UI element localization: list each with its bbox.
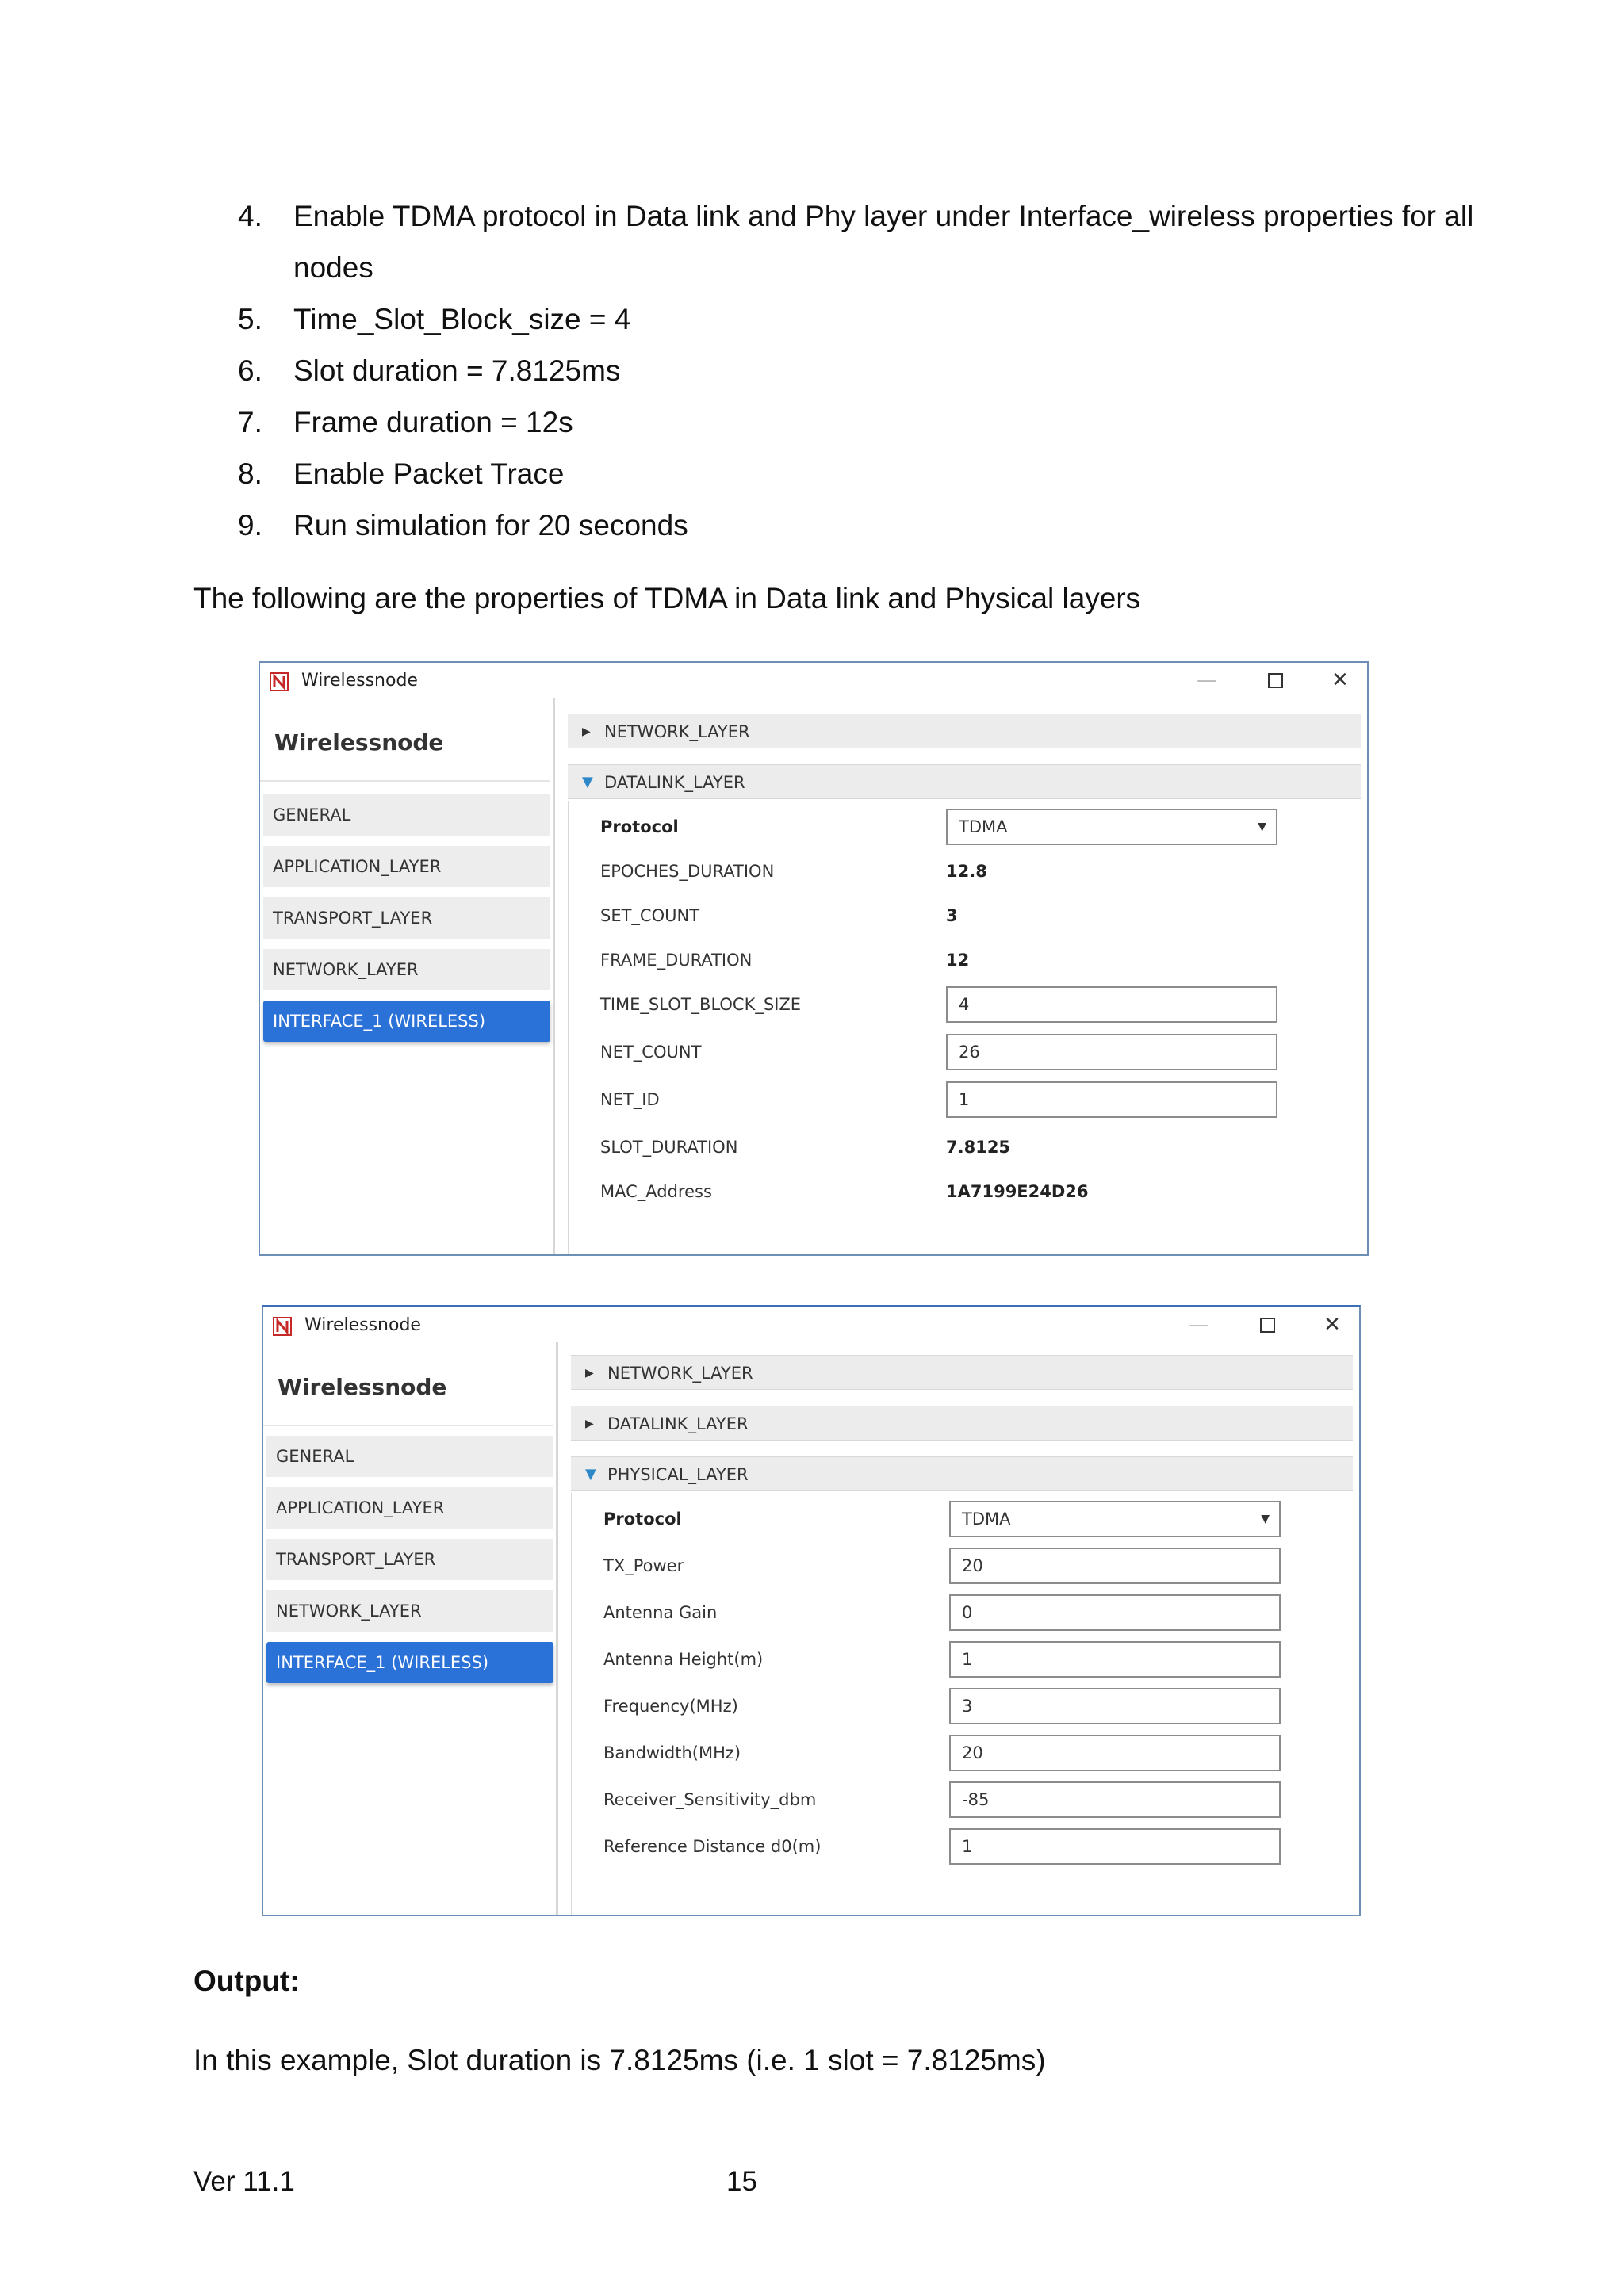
step-item xyxy=(238,448,1475,499)
caret-right-icon: ▶ xyxy=(585,1367,594,1380)
prop-row xyxy=(572,1499,1353,1539)
nav-item-network-layer[interactable]: NETWORK_LAYER xyxy=(263,949,550,990)
minimize-icon[interactable]: — xyxy=(1197,668,1217,692)
step-number: 7. xyxy=(238,406,262,438)
section-label: PHYSICAL_LAYER xyxy=(607,1465,749,1484)
protocol-select[interactable] xyxy=(949,1501,1281,1537)
prop-row xyxy=(569,1080,1361,1119)
prop-label: NET_ID xyxy=(600,1090,660,1109)
prop-row xyxy=(569,1032,1361,1072)
caret-down-icon: ▼ xyxy=(582,774,593,790)
step-number: 9. xyxy=(238,509,262,541)
prop-label: SLOT_DURATION xyxy=(600,1138,738,1157)
prop-row xyxy=(569,1172,1361,1211)
prop-value: 7.8125 xyxy=(946,1138,1011,1157)
step-text: Enable TDMA protocol in Data link and Phy layer under Interface_wireless properties for all nodes xyxy=(293,200,1474,284)
prop-label: NET_COUNT xyxy=(600,1043,702,1062)
step-item xyxy=(238,190,1475,293)
nav-item-interface-wireless[interactable]: INTERFACE_1 (WIRELESS) xyxy=(266,1642,553,1683)
output-heading: Output: xyxy=(193,1965,300,1997)
prop-row xyxy=(569,807,1361,847)
step-text: Time_Slot_Block_size = 4 xyxy=(293,303,631,335)
dropdown-arrow-icon: ▼ xyxy=(1261,1513,1270,1525)
section-physical-layer[interactable] xyxy=(571,1456,1353,1491)
maximize-icon[interactable] xyxy=(1259,666,1291,695)
output-text: In this example, Slot duration is 7.8125ms (i.e. 1 slot = 7.8125ms) xyxy=(193,2044,1046,2076)
close-icon[interactable]: ✕ xyxy=(1323,1313,1341,1337)
window-title: Wirelessnode xyxy=(301,671,418,691)
netsim-logo-icon xyxy=(273,1317,292,1336)
node-name: Wirelessnode xyxy=(274,729,444,756)
protocol-select[interactable] xyxy=(946,809,1277,845)
step-item xyxy=(238,396,1475,448)
prop-label: TX_Power xyxy=(603,1556,684,1575)
select-value: TDMA xyxy=(962,1510,1011,1529)
step-text: Frame duration = 12s xyxy=(293,406,573,438)
caret-right-icon: ▶ xyxy=(582,725,591,738)
minimize-icon[interactable]: — xyxy=(1189,1313,1209,1337)
section-label: DATALINK_LAYER xyxy=(604,773,745,792)
select-value: TDMA xyxy=(959,817,1008,836)
section-label: NETWORK_LAYER xyxy=(604,722,750,741)
properties-window-datalink xyxy=(259,661,1369,1256)
prop-value: 12 xyxy=(946,951,970,970)
divider xyxy=(263,1425,553,1426)
section-label: NETWORK_LAYER xyxy=(607,1364,753,1383)
reference-distance-input[interactable]: 1 xyxy=(949,1828,1281,1865)
step-number: 4. xyxy=(238,200,262,232)
prop-row xyxy=(572,1686,1353,1726)
prop-row xyxy=(572,1780,1353,1820)
prop-row xyxy=(572,1546,1353,1586)
caret-down-icon: ▼ xyxy=(585,1466,596,1483)
right-panel xyxy=(561,698,1367,1254)
nav-item-general[interactable]: GENERAL xyxy=(266,1436,553,1477)
prop-label: Protocol xyxy=(603,1510,682,1529)
prop-label: Antenna Gain xyxy=(603,1603,718,1622)
properties-window-physical xyxy=(262,1305,1361,1916)
step-number: 8. xyxy=(238,457,262,490)
nav-item-transport-layer[interactable]: TRANSPORT_LAYER xyxy=(266,1539,553,1580)
prop-label: EPOCHES_DURATION xyxy=(600,862,775,881)
section-network-layer[interactable] xyxy=(568,714,1361,748)
prop-row xyxy=(569,896,1361,936)
step-item xyxy=(238,293,1475,345)
nav-item-interface-wireless[interactable]: INTERFACE_1 (WIRELESS) xyxy=(263,1001,550,1042)
prop-label: Protocol xyxy=(600,817,679,836)
nav-item-application-layer[interactable]: APPLICATION_LAYER xyxy=(263,846,550,887)
net-id-input[interactable]: 1 xyxy=(946,1081,1277,1118)
bandwidth-input[interactable]: 20 xyxy=(949,1735,1281,1771)
step-number: 5. xyxy=(238,303,262,335)
physical-properties xyxy=(571,1493,1353,1915)
prop-row xyxy=(572,1640,1353,1679)
nav-item-transport-layer[interactable]: TRANSPORT_LAYER xyxy=(263,897,550,939)
step-item xyxy=(238,499,1475,551)
prop-row xyxy=(569,940,1361,980)
maximize-icon[interactable] xyxy=(1251,1311,1283,1339)
prop-label: MAC_Address xyxy=(600,1182,712,1201)
net-count-input[interactable]: 26 xyxy=(946,1034,1277,1070)
section-datalink-layer[interactable] xyxy=(568,764,1361,799)
left-panel xyxy=(263,1342,558,1915)
intro-text: The following are the properties of TDMA in Data link and Physical layers xyxy=(193,582,1141,614)
prop-row xyxy=(569,985,1361,1024)
node-name: Wirelessnode xyxy=(278,1374,447,1400)
step-item xyxy=(238,345,1475,396)
prop-label: Receiver_Sensitivity_dbm xyxy=(603,1790,817,1809)
step-text: Slot duration = 7.8125ms xyxy=(293,354,621,387)
divider xyxy=(260,780,550,782)
right-panel xyxy=(565,1342,1359,1915)
nav-item-network-layer[interactable]: NETWORK_LAYER xyxy=(266,1590,553,1632)
antenna-gain-input[interactable]: 0 xyxy=(949,1594,1281,1631)
section-network-layer[interactable] xyxy=(571,1355,1353,1390)
netsim-logo-icon xyxy=(270,672,289,691)
prop-label: TIME_SLOT_BLOCK_SIZE xyxy=(600,995,802,1014)
title-bar xyxy=(263,1307,1359,1342)
antenna-height-input[interactable]: 1 xyxy=(949,1641,1281,1678)
prop-value: 1A7199E24D26 xyxy=(946,1182,1089,1201)
receiver-sensitivity-input[interactable]: -85 xyxy=(949,1781,1281,1818)
prop-label: FRAME_DURATION xyxy=(600,951,753,970)
prop-row xyxy=(572,1733,1353,1773)
prop-value: 12.8 xyxy=(946,862,987,881)
dropdown-arrow-icon: ▼ xyxy=(1258,821,1266,833)
prop-row xyxy=(569,851,1361,891)
section-datalink-layer[interactable] xyxy=(571,1406,1353,1441)
footer-version: Ver 11.1 xyxy=(193,2166,295,2197)
left-panel xyxy=(260,698,555,1254)
prop-label: Frequency(MHz) xyxy=(603,1697,738,1716)
prop-label: Reference Distance d0(m) xyxy=(603,1837,822,1856)
prop-row xyxy=(569,1127,1361,1167)
nav-item-application-layer[interactable]: APPLICATION_LAYER xyxy=(266,1487,553,1529)
title-bar xyxy=(260,663,1367,698)
time-slot-block-size-input[interactable]: 4 xyxy=(946,986,1277,1023)
nav-item-general[interactable]: GENERAL xyxy=(263,794,550,836)
datalink-properties xyxy=(568,801,1361,1254)
steps-list xyxy=(238,190,1475,551)
window-title: Wirelessnode xyxy=(304,1315,421,1335)
frequency-input[interactable]: 3 xyxy=(949,1688,1281,1724)
step-number: 6. xyxy=(238,354,262,387)
section-label: DATALINK_LAYER xyxy=(607,1414,749,1433)
prop-label: Bandwidth(MHz) xyxy=(603,1743,741,1762)
prop-label: SET_COUNT xyxy=(600,906,700,925)
tx-power-input[interactable]: 20 xyxy=(949,1548,1281,1584)
step-text: Enable Packet Trace xyxy=(293,457,565,490)
prop-label: Antenna Height(m) xyxy=(603,1650,764,1669)
caret-right-icon: ▶ xyxy=(585,1418,594,1430)
close-icon[interactable]: ✕ xyxy=(1331,668,1349,692)
prop-row xyxy=(572,1593,1353,1632)
prop-value: 3 xyxy=(946,906,958,925)
page-number: 15 xyxy=(726,2166,757,2197)
step-text: Run simulation for 20 seconds xyxy=(293,509,688,541)
prop-row xyxy=(572,1827,1353,1866)
